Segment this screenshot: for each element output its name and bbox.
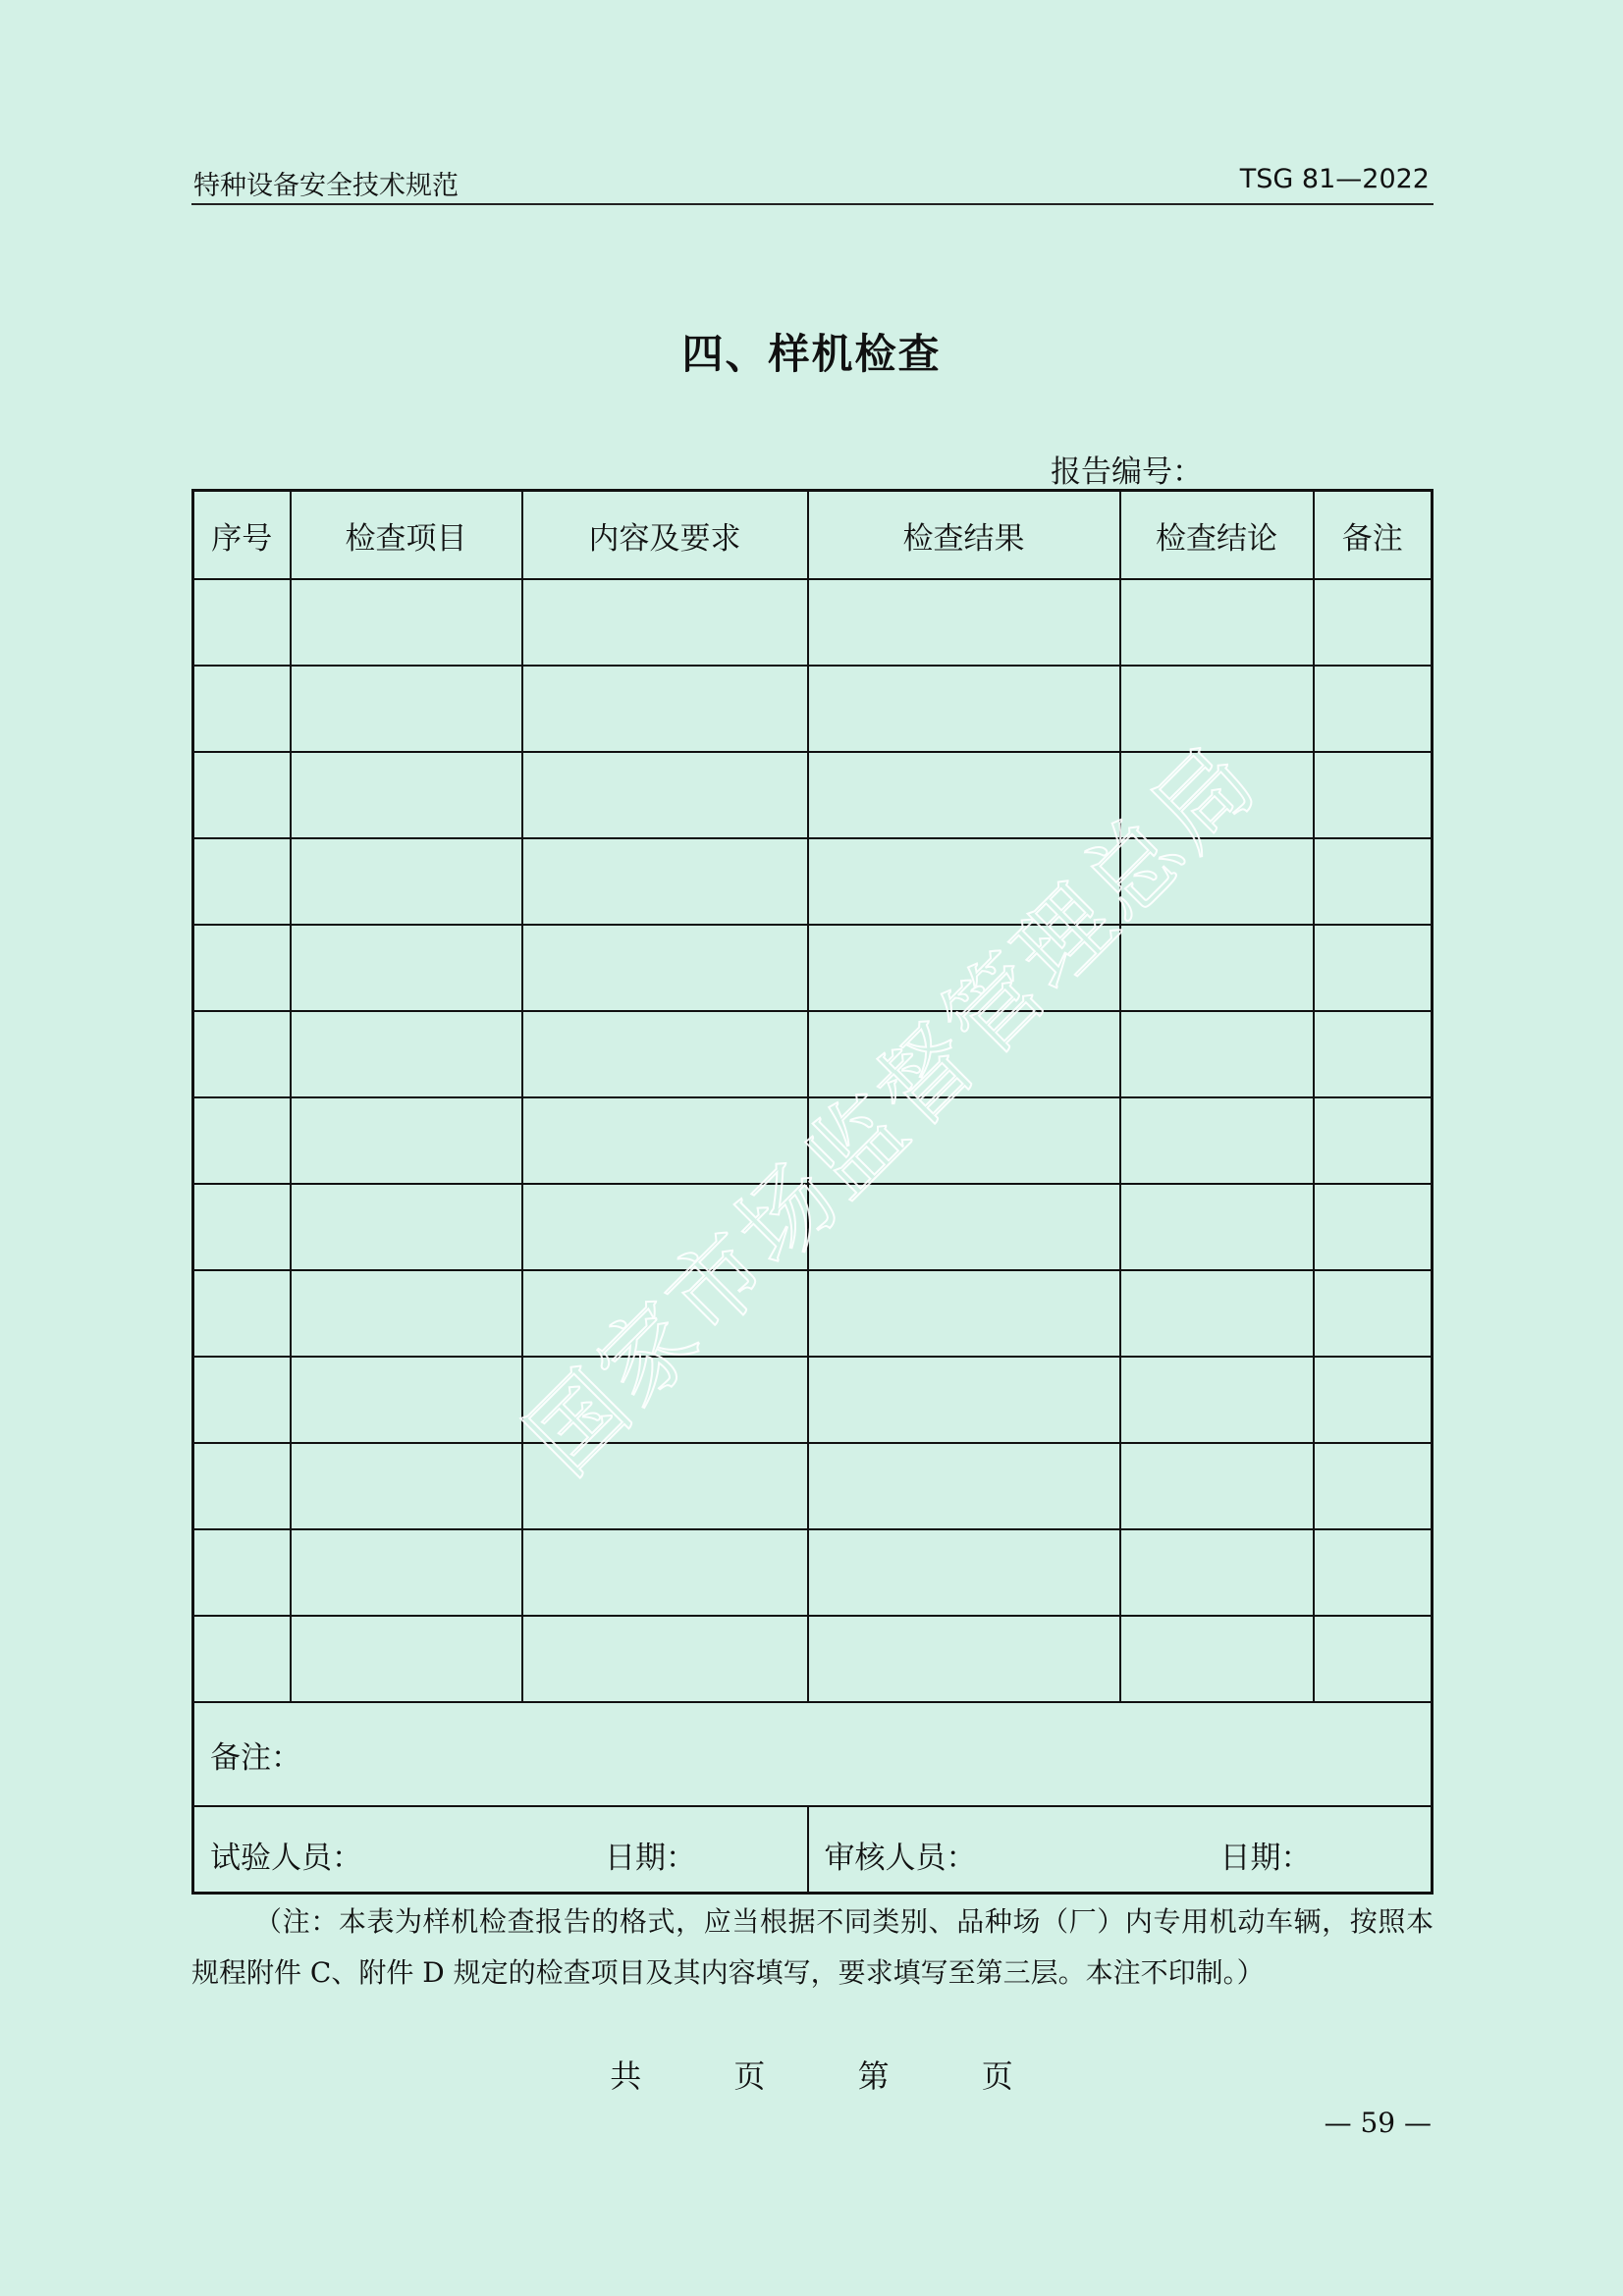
page-label-2: 页 xyxy=(981,2057,1013,2095)
table-cell[interactable] xyxy=(291,925,522,1011)
total-label: 共 xyxy=(610,2057,642,2095)
table-row xyxy=(193,1184,1433,1270)
running-header xyxy=(191,162,1434,205)
table-cell[interactable] xyxy=(193,1616,291,1702)
col-header-result: 检查结果 xyxy=(808,491,1120,580)
table-cell[interactable] xyxy=(522,752,808,838)
table-cell[interactable] xyxy=(193,1097,291,1184)
table-cell[interactable] xyxy=(808,1616,1120,1702)
table-cell[interactable] xyxy=(1314,666,1433,752)
table-cell[interactable] xyxy=(193,666,291,752)
table-cell[interactable] xyxy=(522,925,808,1011)
table-header-row xyxy=(193,491,1433,580)
table-cell[interactable] xyxy=(1314,752,1433,838)
table-row xyxy=(193,1097,1433,1184)
table-row xyxy=(193,838,1433,925)
table-cell[interactable] xyxy=(1314,579,1433,666)
table-cell[interactable] xyxy=(522,666,808,752)
table-cell[interactable] xyxy=(1120,838,1314,925)
table-cell[interactable] xyxy=(522,1357,808,1443)
table-cell[interactable] xyxy=(1314,1357,1433,1443)
col-header-conclusion: 检查结论 xyxy=(1120,491,1314,580)
reviewer-cell[interactable] xyxy=(808,1806,1433,1894)
table-row xyxy=(193,579,1433,666)
table-cell[interactable] xyxy=(808,838,1120,925)
table-cell[interactable] xyxy=(291,838,522,925)
table-cell[interactable] xyxy=(1120,1011,1314,1097)
table-cell[interactable] xyxy=(1314,1443,1433,1529)
table-cell[interactable] xyxy=(1120,1097,1314,1184)
table-cell[interactable] xyxy=(1120,1270,1314,1357)
table-cell[interactable] xyxy=(291,1011,522,1097)
table-cell[interactable] xyxy=(291,752,522,838)
header-spec-name: 特种设备安全技术规范 xyxy=(193,171,459,201)
table-cell[interactable] xyxy=(1120,1443,1314,1529)
table-cell[interactable] xyxy=(291,1443,522,1529)
table-cell[interactable] xyxy=(1120,1357,1314,1443)
table-cell[interactable] xyxy=(291,1529,522,1616)
table-cell[interactable] xyxy=(522,1097,808,1184)
remarks-field[interactable]: 备注： xyxy=(193,1702,1433,1806)
table-cell[interactable] xyxy=(193,1443,291,1529)
table-cell[interactable] xyxy=(808,1184,1120,1270)
table-cell[interactable] xyxy=(291,579,522,666)
form-note: （注：本表为样机检查报告的格式，应当根据不同类别、品种场（厂）内专用机动车辆，按照本规程附件 C、附件 D 规定的检查项目及其内容填写，要求填写至第三层。本注不印制。） xyxy=(191,1905,1434,1989)
table-cell[interactable] xyxy=(808,1443,1120,1529)
table-cell[interactable] xyxy=(193,1529,291,1616)
remarks-row xyxy=(193,1702,1433,1806)
table-cell[interactable] xyxy=(193,1357,291,1443)
table-row xyxy=(193,1270,1433,1357)
table-cell[interactable] xyxy=(193,1270,291,1357)
table-cell[interactable] xyxy=(193,838,291,925)
table-cell[interactable] xyxy=(808,1097,1120,1184)
table-cell[interactable] xyxy=(193,752,291,838)
table-row xyxy=(193,1529,1433,1616)
page-number: — 59 — xyxy=(1324,2107,1432,2139)
table-cell[interactable] xyxy=(291,1097,522,1184)
table-cell[interactable] xyxy=(193,1011,291,1097)
table-cell[interactable] xyxy=(522,1616,808,1702)
tester-date-label: 日期： xyxy=(605,1841,696,1876)
table-cell[interactable] xyxy=(1120,1529,1314,1616)
table-row xyxy=(193,1443,1433,1529)
table-row xyxy=(193,666,1433,752)
table-cell[interactable] xyxy=(522,1184,808,1270)
table-cell[interactable] xyxy=(1314,838,1433,925)
table-cell[interactable] xyxy=(1120,752,1314,838)
reviewer-label: 审核人员： xyxy=(824,1841,977,1876)
tester-label: 试验人员： xyxy=(210,1841,362,1876)
table-cell[interactable] xyxy=(808,579,1120,666)
table-cell[interactable] xyxy=(1314,1097,1433,1184)
inspection-form-table xyxy=(191,489,1434,1895)
table-cell[interactable] xyxy=(808,1011,1120,1097)
page-label: 页 xyxy=(733,2057,766,2095)
table-cell[interactable] xyxy=(1120,925,1314,1011)
col-header-seq: 序号 xyxy=(193,491,291,580)
table-cell[interactable] xyxy=(291,1616,522,1702)
page-title: 四、样机检查 xyxy=(681,330,942,378)
col-header-requirements: 内容及要求 xyxy=(522,491,808,580)
table-cell[interactable] xyxy=(291,1270,522,1357)
nth-label: 第 xyxy=(857,2057,890,2095)
col-header-remarks: 备注 xyxy=(1314,491,1433,580)
table-cell[interactable] xyxy=(193,579,291,666)
page-count-line xyxy=(0,2052,1623,2097)
table-row xyxy=(193,1011,1433,1097)
table-cell[interactable] xyxy=(1314,1184,1433,1270)
table-cell[interactable] xyxy=(291,1184,522,1270)
table-cell[interactable] xyxy=(1120,1616,1314,1702)
table-cell[interactable] xyxy=(1120,1184,1314,1270)
table-cell[interactable] xyxy=(522,1270,808,1357)
table-cell[interactable] xyxy=(808,752,1120,838)
table-cell[interactable] xyxy=(522,1011,808,1097)
table-cell[interactable] xyxy=(522,838,808,925)
table-cell[interactable] xyxy=(808,925,1120,1011)
table-cell[interactable] xyxy=(808,1357,1120,1443)
table-cell[interactable] xyxy=(522,1529,808,1616)
table-cell[interactable] xyxy=(522,579,808,666)
table-cell[interactable] xyxy=(193,925,291,1011)
table-cell[interactable] xyxy=(1314,1529,1433,1616)
table-cell[interactable] xyxy=(1314,1270,1433,1357)
header-standard-code: TSG 81—2022 xyxy=(1239,164,1430,194)
table-cell[interactable] xyxy=(1314,925,1433,1011)
tester-cell[interactable] xyxy=(193,1806,808,1894)
table-cell[interactable] xyxy=(808,666,1120,752)
table-cell[interactable] xyxy=(1120,579,1314,666)
table-cell[interactable] xyxy=(291,1357,522,1443)
col-header-item: 检查项目 xyxy=(291,491,522,580)
table-cell[interactable] xyxy=(808,1529,1120,1616)
table-cell[interactable] xyxy=(808,1270,1120,1357)
table-row xyxy=(193,1357,1433,1443)
reviewer-date-label: 日期： xyxy=(1219,1841,1312,1876)
table-cell[interactable] xyxy=(522,1443,808,1529)
signature-row xyxy=(193,1806,1433,1894)
report-number-label: 报告编号： xyxy=(1051,454,1203,490)
table-cell[interactable] xyxy=(1314,1616,1433,1702)
table-cell[interactable] xyxy=(1314,1011,1433,1097)
table-row xyxy=(193,1616,1433,1702)
table-row xyxy=(193,752,1433,838)
table-cell[interactable] xyxy=(1120,666,1314,752)
watermark: 国家市场监督管理总局 xyxy=(506,723,1279,1496)
table-cell[interactable] xyxy=(291,666,522,752)
table-cell[interactable] xyxy=(193,1184,291,1270)
table-row xyxy=(193,925,1433,1011)
